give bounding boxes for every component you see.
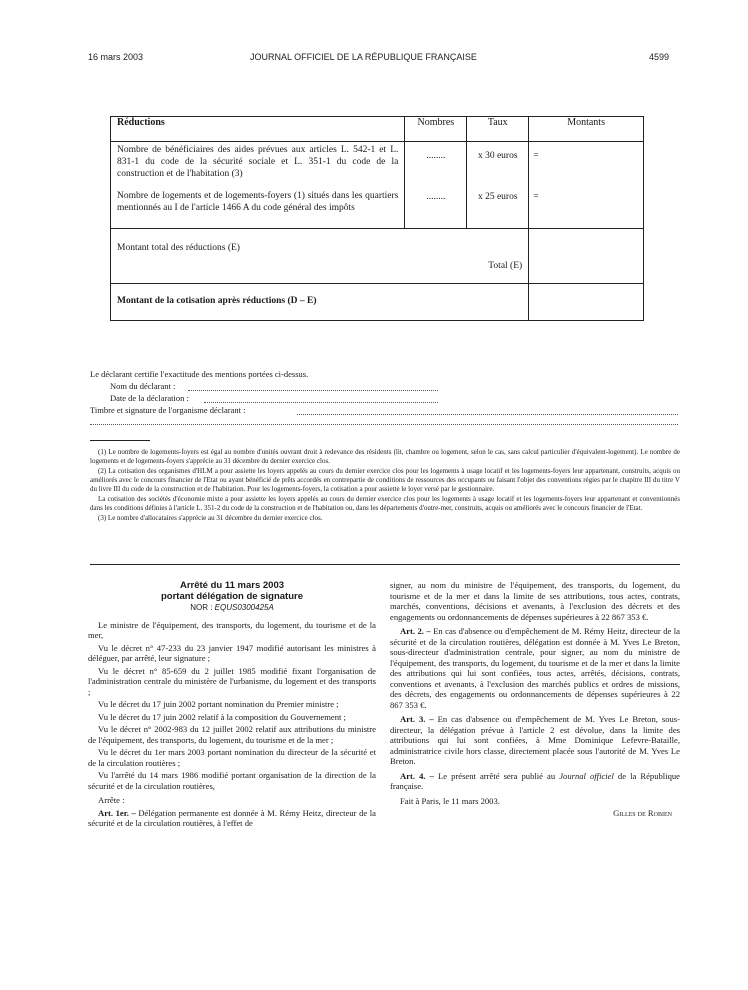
article-2-text: En cas d'absence ou d'empêchement de M. Rémy Heitz, directeur de la sécurité et de la circulation routières, délégation est donnée à M. Yves Le Breton, sous-directeur d'administration centrale, pour signer, au nom du ministre de l'équipement, des transports, du logement, du tourisme et de la mer et dans la limite des attributions qui lui sont confiées, tous actes, arrêtés, décisions, contrats, conventions et avenants, à l'exclusion des marchés publics et ordres de missions, des décrets, des engagements ou ordonnancements de dépenses supérieures à 22 867 353 €. (390, 626, 680, 710)
article-3-label: Art. 3. – (400, 714, 434, 724)
total-e-label: Total (E) (488, 261, 523, 271)
article-1 (88, 808, 376, 829)
article-1-text: Délégation permanente est donnée à M. Rémy Heitz, directeur de la sécurité et de la circulation routières, à l'effet de (88, 807, 376, 828)
header-date: 16 mars 2003 (88, 52, 144, 62)
total-reductions-label: Montant total des réductions (E) (117, 243, 240, 253)
header-page-number: 4599 (649, 52, 670, 62)
arrete-right-column (390, 580, 680, 821)
table-row-total (111, 229, 644, 284)
row-logements-montant: = (529, 186, 644, 229)
row-logements-nombres: ........ (405, 186, 467, 229)
declaration-date-label: Date de la déclaration : (110, 393, 189, 403)
row-logements-text: Nombre de logements et de logements-foyers (1) situés dans les quartiers mentionnés au I de l'article 1466 A du code général des impôts (117, 191, 399, 213)
article-4-label: Art. 4. – (400, 770, 434, 781)
nor-label: NOR : (190, 603, 213, 612)
table-row-logements (111, 186, 644, 229)
cotisation-label: Montant de la cotisation après réductions (D – E) (117, 296, 317, 306)
article-4 (390, 771, 680, 792)
article-1-continued: signer, au nom du ministre de l'équipement, des transports, du logement, du tourisme et de la mer et dans la limite de ses attributions, tous actes, contrats, marchés, conventions, décisions et avenants, à l'exclusion des décrets et des engagements ou ordonnancements de dépenses supérieures à 22 867 353 €. (390, 580, 680, 622)
arrete-p5: Vu le décret du 17 juin 2002 relatif à la composition du Gouvernement ; (98, 711, 346, 722)
arrete-p2: Vu le décret n° 47-233 du 23 janvier 1947 modifié autorisant les ministres à déléguer, par arrêté, leur signature ; (88, 642, 376, 663)
row-beneficiaires-taux: x 30 euros (467, 142, 529, 187)
article-2 (390, 626, 680, 710)
footnote-2b: La cotisation des sociétés d'économie mixte a pour assiette les loyers appelés au cours du dernier exercice clos pour les logements à usage locatif et les logements-foyers leur appartenant et conventionnés dans les conditions définies à l'article L. 351-2 du code de la construction et de l'habitation ou, dans les départements d'outre-mer, construits, acquis ou améliorés avec le concours financier de l'Etat. (90, 495, 680, 512)
article-3-text: En cas d'absence ou d'empêchement de M. Yves Le Breton, sous-directeur, la délégation prévue à l'article 2 est dévolue, dans la limite des attributions qui lui sont confiées, à Mme Dominique Lefevre-Bataille, administratrice civile hors classe, directement placée sous l'autorité de M. Yves Le Breton. (390, 714, 680, 766)
col-header-reductions: Réductions (111, 117, 405, 142)
arrete-p8: Vu l'arrêté du 14 mars 1986 modifié portant organisation de la direction de la sécurité et de la circulation routières, (88, 770, 376, 791)
col-header-montants: Montants (529, 117, 644, 142)
footnote-rule (90, 440, 150, 441)
arrete-p7: Vu le décret du 1er mars 2003 portant nomination du directeur de la sécurité et de la circulation routières ; (88, 747, 376, 768)
article-3 (390, 714, 680, 767)
article-4-text-a: Le présent arrêté sera publié au (437, 770, 560, 781)
timbre-signature-line (297, 414, 678, 415)
timbre-signature-label: Timbre et signature de l'organisme déclarant : (90, 405, 246, 415)
table-header-row (111, 117, 644, 142)
col-header-taux: Taux (467, 117, 529, 142)
col-header-nombres: Nombres (405, 117, 467, 142)
nor-reference (88, 603, 376, 614)
arrete-p4: Vu le décret du 17 juin 2002 portant nomination du Premier ministre ; (98, 699, 339, 709)
journal-officiel-italic: Journal officiel (559, 770, 614, 781)
arrete-p1: Le ministre de l'équipement, des transports, du logement, du tourisme et de la mer, (88, 619, 376, 640)
footnote-1: (1) Le nombre de logements-foyers est égal au nombre d'unités ouvrant droit à redevance des résidents (lit, chambre ou logement, selon le cas, sans calcul particulier d'équivalent-logement). Le nombre de logements et de logements-foyers s'apprécie au 31 décembre du dernier exercice clos. (90, 448, 680, 465)
certification-statement: Le déclarant certifie l'exactitude des mentions portées ci-dessus. (90, 369, 309, 379)
reductions-table (110, 116, 644, 321)
footnotes (90, 448, 680, 524)
arrete-arrete: Arrête : (98, 795, 125, 805)
table-row-cotisation (111, 284, 644, 321)
arrete-subtitle: portant délégation de signature (161, 591, 303, 602)
arrete-p6: Vu le décret n° 2002-983 du 12 juillet 2002 relatif aux attributions du ministre de l'équipement, des transports, du logement, du tourisme et de la mer ; (88, 724, 376, 745)
row-logements-taux: x 25 euros (467, 186, 529, 229)
row-beneficiaires-nombres: ........ (405, 142, 467, 187)
row-beneficiaires-text: Nombre de bénéficiaires des aides prévues aux articles L. 542-1 et L. 831-1 du code de la sécurité sociale et L. 351-1 du code de la construction et de l'habitation (3) (117, 145, 399, 179)
row-beneficiaires-montant: = (529, 142, 644, 187)
declaration-date-line (204, 402, 438, 403)
footnote-2: (2) La cotisation des organismes d'HLM a pour assiette les loyers appelés au cours du dernier exercice clos pour les logements à usage locatif et les logements-foyers leur appartenant, construits, acquis ou améliorés avec le concours financier de l'Etat ou ayant bénéficié de prêts accordés en contrepartie de conditions de ressources des occupants ou faisant l'objet des conventions régies par le chapitre III du titre V du livre III du code de la construction et de l'habitation. Pour les logements-foyers, la cotisation a pour assiette le loyer versé par le gestionnaire. (90, 467, 680, 493)
declarant-name-label: Nom du déclarant : (110, 381, 176, 391)
signature-extra-line (90, 424, 678, 425)
nor-code: EQUS0300425A (214, 603, 274, 612)
article-2-label: Art. 2. – (400, 626, 431, 636)
declarant-name-line (188, 390, 438, 391)
header-journal-title: JOURNAL OFFICIEL DE LA RÉPUBLIQUE FRANÇAISE (250, 52, 477, 62)
table-row-beneficiaires (111, 142, 644, 187)
article-4-text-b: de la République française. (390, 770, 680, 791)
section-rule (90, 564, 680, 565)
fait-a-paris: Fait à Paris, le 11 mars 2003. (400, 795, 500, 806)
arrete-p3: Vu le décret n° 85-659 du 2 juillet 1985 modifié fixant l'organisation de l'administration centrale du ministère de l'urbanisme, du logement et des transports ; (88, 665, 376, 697)
article-1-label: Art. 1er. – (98, 807, 136, 818)
signatory-name: Gilles de Robien (613, 808, 672, 818)
footnote-3: (3) Le nombre d'allocataires s'apprécie au 31 décembre du dernier exercice clos. (98, 514, 323, 522)
arrete-title: Arrêté du 11 mars 2003 (179, 580, 285, 591)
arrete-left-column (88, 580, 376, 831)
